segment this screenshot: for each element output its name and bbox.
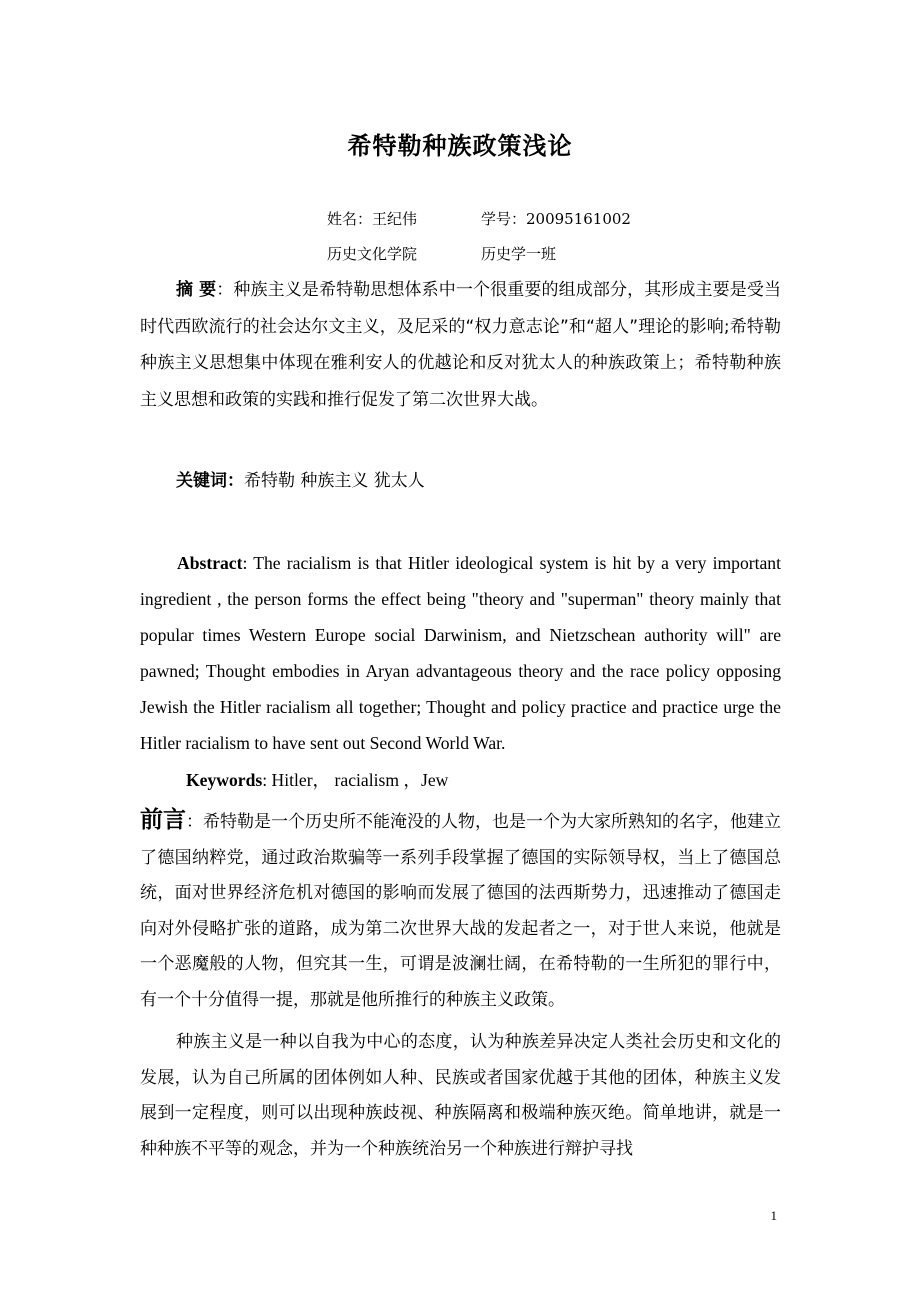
preface-paragraph (140, 803, 781, 1019)
author-info-row (327, 208, 631, 230)
preface-label: 前言 (140, 807, 186, 833)
preface-text: ：希特勒是一个历史所不能淹没的人物，也是一个为大家所熟知的名字，他建立了德国纳粹党，通过政治欺骗等一系列手段掌握了德国的实际领导权，当上了德国总统，面对世界经济危机对德国的影响而发展了德国的法西斯势力，迅速推动了德国走向对外侵略扩张的道路，成为第二次世界大战的发起者之一，对于世人来说，他就是一个恶魔般的人物，但究其一生，可谓是波澜壮阔，在希特勒的一生所犯的罪行中，有一个十分值得一提，那就是他所推行的种族主义政策。 (140, 812, 781, 1010)
keywords-en-text: : Hitler， racialism ，Jew (262, 770, 449, 790)
keywords-cn-text: 希特勒 种族主义 犹太人 (244, 471, 425, 491)
page-number: 1 (770, 1208, 777, 1223)
keywords-en-label: Keywords (186, 770, 263, 790)
keywords-en (186, 767, 448, 793)
class-name: 历史学一班 (481, 245, 557, 263)
author-name: 姓名：王纪伟 (327, 210, 418, 228)
body-paragraph-2: 种族主义是一种以自我为中心的态度，认为种族差异决定人类社会历史和文化的发展，认为自己所属的团体例如人种、民族或者国家优越于其他的团体，种族主义发展到一定程度，则可以出现种族歧视、种族隔离和极端种族灭绝。简单地讲，就是一种种族不平等的观念，并为一个种族统治另一个种族进行辩护寻找 (140, 1032, 781, 1159)
keywords-cn (140, 463, 781, 500)
abstract-cn-label: 摘 要 (176, 280, 217, 300)
page-title: 希特勒种族政策浅论 (347, 132, 573, 160)
student-id: 学号：20095161002 (481, 210, 631, 228)
abstract-en-text: : The racialism is that Hitler ideological system is hit by a very important ingredient , the person forms the effect being "theory and "superman" theory mainly that popular times Western Europe social Darwinism, and Nietzschean authority will" are pawned; Thought embodies in Aryan advantageous theory and the race policy opposing Jewish the Hitler racialism all together; Thought and policy practice and practice urge the Hitler racialism to have sent out Second World War. (140, 553, 781, 753)
keywords-cn-label: 关键词： (176, 471, 244, 491)
abstract-cn-text: ：种族主义是希特勒思想体系中一个很重要的组成部分，其形成主要是受当时代西欧流行的社会达尔文主义，及尼采的“权力意志论”和“超人”理论的影响;希特勒种族主义思想集中体现在雅利安人的优越论和反对犹太人的种族政策上；希特勒种族主义思想和政策的实践和推行促发了第二次世界大战。 (140, 280, 782, 410)
abstract-en (140, 545, 781, 761)
abstract-cn (140, 272, 781, 418)
affiliation-row (327, 243, 557, 265)
abstract-en-label: Abstract (177, 553, 243, 573)
school-name: 历史文化学院 (327, 245, 418, 263)
